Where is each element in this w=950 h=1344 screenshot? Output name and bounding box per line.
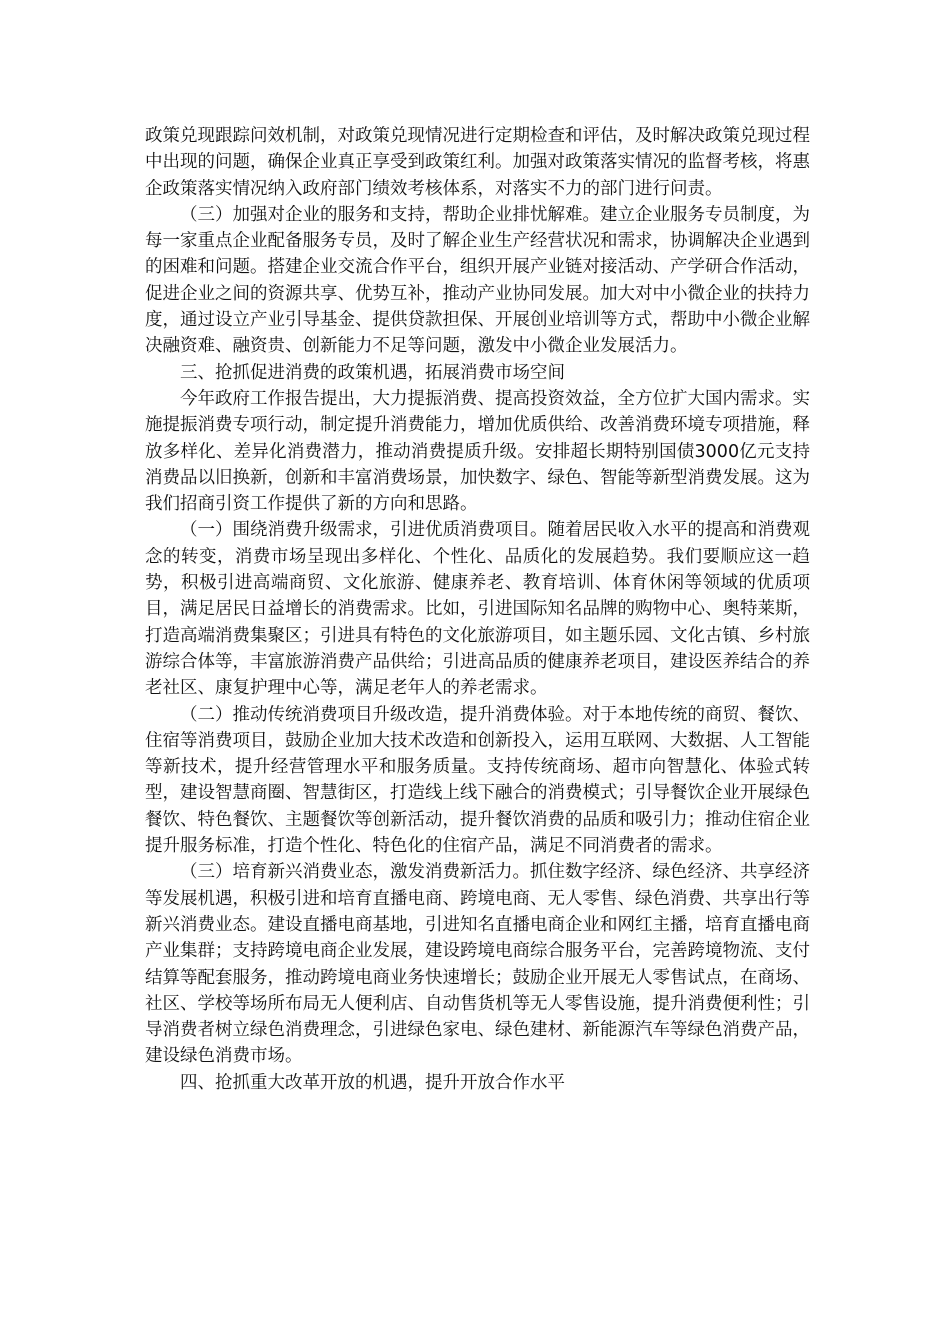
- paragraph-government-report: 今年政府工作报告提出，大力提振消费、提高投资效益，全方位扩大国内需求。实施提振消费专项行动，制定提升消费能力，增加优质供给、改善消费环境专项措施，释放多样化、差异化消费潜力，推动消费提质升级。安排超长期特别国债3000亿元支持消费品以旧换新，创新和丰富消费场景，加快数字、绿色、智能等新型消费发展。这为我们招商引资工作提供了新的方向和思路。: [145, 388, 810, 515]
- paragraph-enterprise-service: （三）加强对企业的服务和支持，帮助企业排忧解难。建立企业服务专员制度，为每一家重点企业配备服务专员，及时了解企业生产经营状况和需求，协调解决企业遇到的困难和问题。搭建企业交流合作平台，组织开展产业链对接活动、产学研合作活动，促进企业之间的资源共享、优势互补，推动产业协同发展。加大对中小微企业的扶持力度，通过设立产业引导基金、提供贷款担保、开展创业培训等方式，帮助中小微企业解决融资难、融资贵、创新能力不足等问题，激发中小微企业发展活力。: [145, 204, 810, 357]
- paragraph-traditional-upgrade: （二）推动传统消费项目升级改造，提升消费体验。对于本地传统的商贸、餐饮、住宿等消费项目，鼓励企业加大技术改造和创新投入，运用互联网、大数据、人工智能等新技术，提升经营管理水平和服务质量。支持传统商场、超市向智慧化、体验式转型，建设智慧商圈、智慧街区，打造线上线下融合的消费模式；引导餐饮企业开展绿色餐饮、特色餐饮、主题餐饮等创新活动，提升餐饮消费的品质和吸引力；推动住宿企业提升服务标准，打造个性化、特色化的住宿产品，满足不同消费者的需求。: [145, 704, 810, 857]
- paragraph-policy-tracking: 政策兑现跟踪问效机制，对政策兑现情况进行定期检查和评估，及时解决政策兑现过程中出现的问题，确保企业真正享受到政策红利。加强对政策落实情况的监督考核，将惠企政策落实情况纳入政府部门绩效考核体系，对落实不力的部门进行问责。: [145, 126, 810, 199]
- section-heading-consumption: 三、抢抓促进消费的政策机遇，拓展消费市场空间: [180, 362, 565, 383]
- section-heading-reform-opening: 四、抢抓重大改革开放的机遇，提升开放合作水平: [180, 1072, 565, 1093]
- document-page: [145, 123, 810, 1096]
- paragraph-consumption-upgrade: （一）围绕消费升级需求，引进优质消费项目。随着居民收入水平的提高和消费观念的转变，消费市场呈现出多样化、个性化、品质化的发展趋势。我们要顺应这一趋势，积极引进高端商贸、文化旅游、健康养老、教育培训、体育休闲等领域的优质项目，满足居民日益增长的消费需求。比如，引进国际知名品牌的购物中心、奥特莱斯，打造高端消费集聚区；引进具有特色的文化旅游项目，如主题乐园、文化古镇、乡村旅游综合体等，丰富旅游消费产品供给；引进高品质的健康养老项目，建设医养结合的养老社区、康复护理中心等，满足老年人的养老需求。: [145, 520, 810, 699]
- paragraph-emerging-formats: （三）培育新兴消费业态，激发消费新活力。抓住数字经济、绿色经济、共享经济等发展机遇，积极引进和培育直播电商、跨境电商、无人零售、绿色消费、共享出行等新兴消费业态。建设直播电商基地，引进知名直播电商企业和网红主播，培育直播电商产业集群；支持跨境电商企业发展，建设跨境电商综合服务平台，完善跨境物流、支付结算等配套服务，推动跨境电商业务快速增长；鼓励企业开展无人零售试点，在商场、社区、学校等场所布局无人便利店、自动售货机等无人零售设施，提升消费便利性；引导消费者树立绿色消费理念，引进绿色家电、绿色建材、新能源汽车等绿色消费产品，建设绿色消费市场。: [145, 862, 810, 1067]
